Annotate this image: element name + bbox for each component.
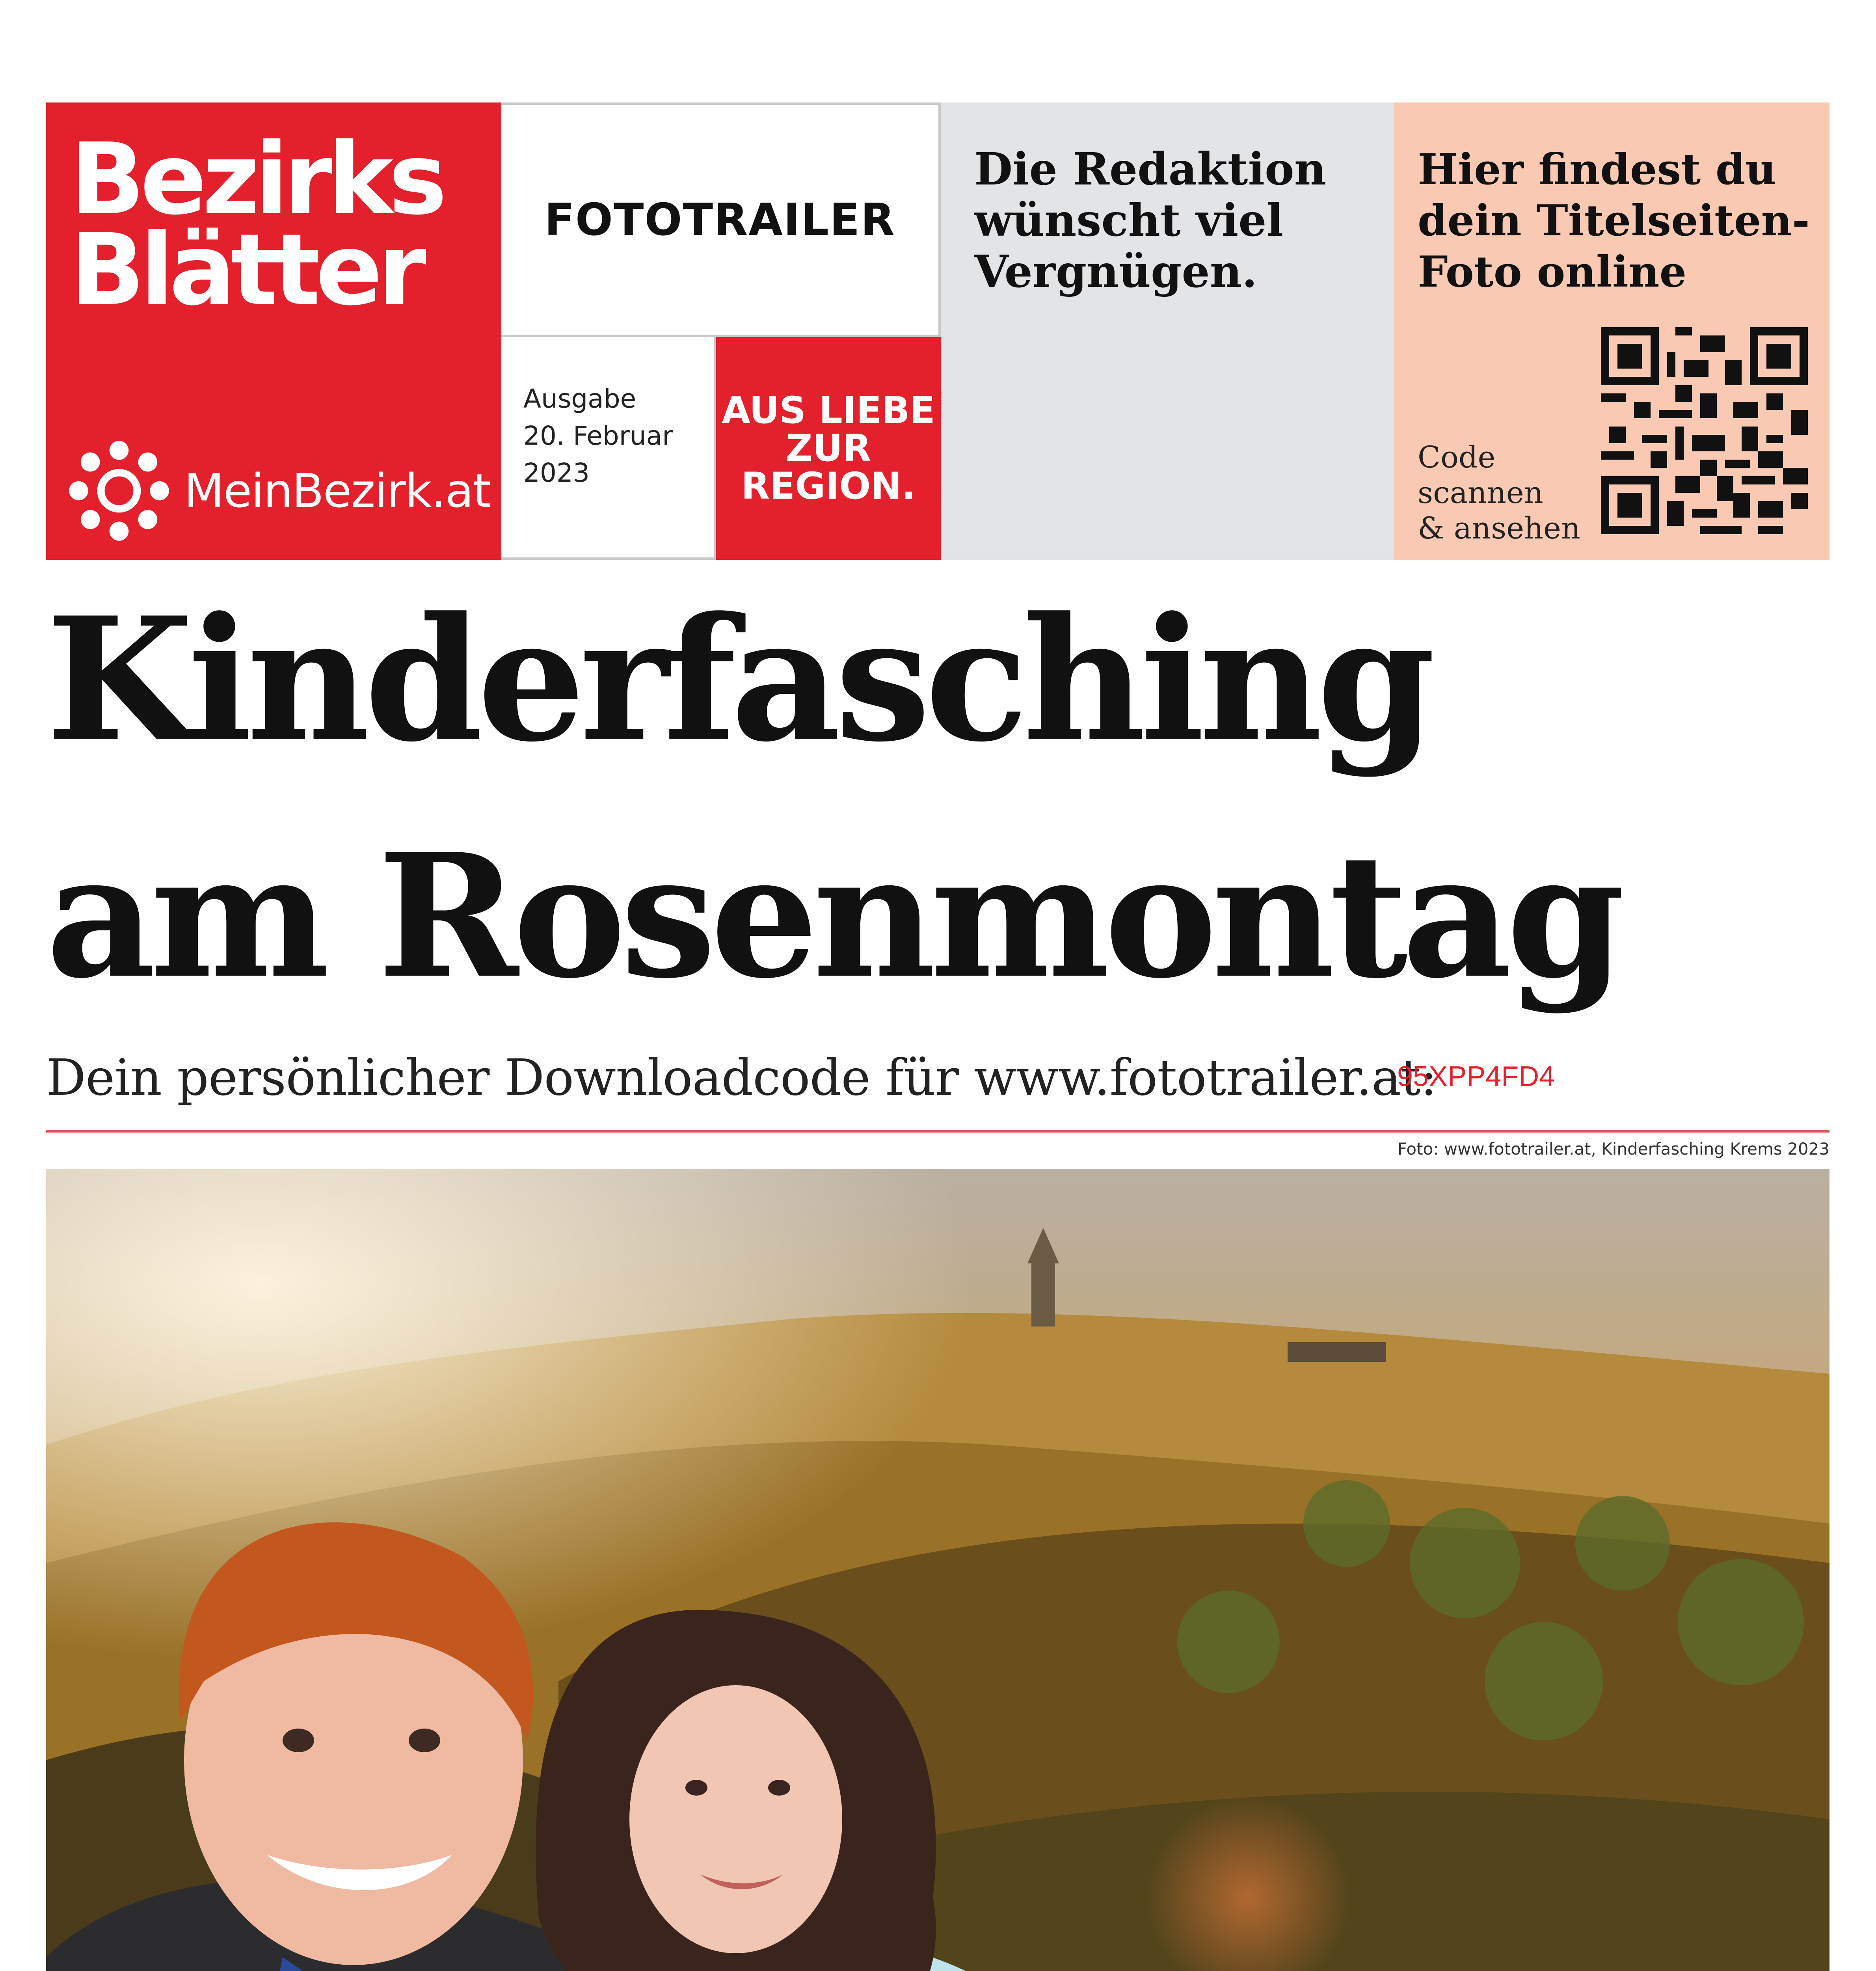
issue-label: Ausgabe [523,384,636,414]
photo-credit: Foto: www.fototrailer.at, Kinderfasching Krems 2023 [1397,1139,1829,1159]
headline-line-2: am Rosenmontag [46,817,1620,1016]
scan-hint-line-3: & ansehen [1418,510,1580,546]
editorial-message [941,102,1394,560]
logo-line-2: Blätter [70,212,422,327]
scan-hint [1418,440,1580,546]
slogan-line-2: ZUR [785,427,871,470]
meinbezirk-label: MeinBezirk.at [184,464,491,518]
cover-photo [46,1169,1829,1971]
issue-year: 2023 [523,458,590,488]
qr-code-icon[interactable] [1601,327,1808,534]
logo-line-1: Bezirks [70,122,443,237]
section-label-box [501,102,941,337]
online-line-1: Hier findest du [1418,145,1776,194]
headline-line-1: Kinderfasching [46,580,1430,779]
sun-icon [66,438,172,544]
online-photo-box [1394,102,1829,560]
slogan-line-3: REGION. [741,464,916,508]
issue-info [501,337,716,560]
online-line-2: dein Titelseiten- [1418,196,1810,246]
meinbezirk-brand [66,438,490,544]
message-line-2: wünscht viel [974,195,1284,246]
bezirksblaetter-logo [46,102,501,560]
message-line-1: Die Redaktion [974,143,1327,195]
online-line-3: Foto online [1418,247,1687,297]
download-code-label: Dein persönlicher Downloadcode für www.fototrailer.at: [46,1049,1437,1107]
section-label: FOTOTRAILER [544,194,895,246]
cover-photo-illustration [46,1169,1829,1971]
message-line-3: Vergnügen. [974,246,1258,298]
download-code-value[interactable]: 95XPP4FD4 [1397,1061,1555,1092]
scan-hint-line-2: scannen [1418,475,1543,510]
divider-line [46,1130,1829,1133]
slogan-box [716,337,941,560]
scan-hint-line-1: Code [1418,440,1496,475]
slogan-line-1: AUS LIEBE [722,389,935,432]
issue-date: 20. Februar [523,421,673,451]
